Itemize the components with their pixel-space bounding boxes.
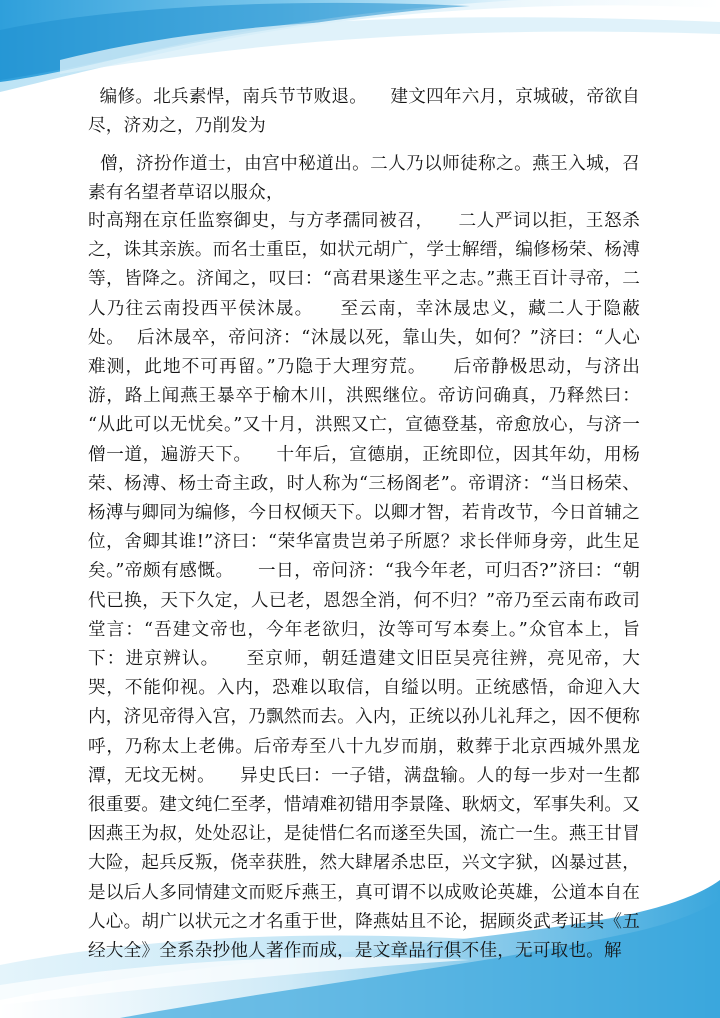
paragraph: 僧，济扮作道士，由宫中秘道出。二人乃以师徒称之。燕王入城，召素有名望者草诏以服众， — [88, 154, 640, 204]
paragraph: 编修。北兵素悍，南兵节节败退。 建文四年六月，京城破，帝欲自尽，济劝之，乃削发为 — [88, 87, 640, 137]
paragraph: 时高翔在京任监察御史，与方孝孺同被召， 二人严词以拒，王怒杀之，诛其亲族。而名士重臣，如状元胡广，学士解缙，编修杨荣、杨溥等，皆降之。济闻之，叹曰：“高君果遂生平之志。”燕王百计寻帝，二人乃往云南投西平侯沐晟。 至云南，幸沐晟忠义，藏二人于隐蔽处。 后沐晟卒，帝问济：“沐晟以死，靠山失，如何？”济曰：“人心难测，此地不可再留。”乃隐于大理穷荒。 后帝静极思动，与济出游，路上闻燕王暴卒于榆木川，洪熙继位。帝访问确真，乃释然曰： “从此可以无忧矣。”又十月，洪熙又亡，宣德登基，帝愈放心，与济一僧一道，遍游天下。 十年后，宣德崩，正统即位，因其年幼，用杨荣、杨溥、杨士奇主政，时人称为“三杨阁老”。帝谓济：“当日杨荣、杨溥与卿同为编修，今日权倾天下。以卿才智，若肯改节，今日首辅之位，舍卿其谁!”济曰：“荣华富贵岂弟子所愿？求长伴师身旁，此生足矣。”帝颇有感慨。 一日，帝问济：“我今年老，可归否?”济曰：“朝代已换，天下久定，人已老，恩怨全消，何不归？”帝乃至云南布政司堂言：“吾建文帝也，今年老欲归，汝等可写本奏上。”众官本上，旨下：进京辨认。 至京师，朝廷遣建文旧臣吴亮往辨，亮见帝，大哭，不能仰视。入内，恐难以取信，自缢以明。正统感悟，命迎入大内，济见帝得入宫，乃飘然而去。入内，正统以孙儿礼拜之，因不便称呼，乃称太上老佛。后帝寿至八十九岁而崩，敕葬于北京西城外黑龙潭，无坟无树。 异史氏曰：一子错，满盘输。人的每一步对一生都很重要。建文纯仁至孝，惜靖难初错用李景隆、耿炳文，军事失利。又因燕王为叔，处处忍让，是徒惜仁名而遂至失国，流亡一生。燕王甘冒大险，起兵反叛，侥幸获胜，然大肆屠杀忠臣，兴文字狱，凶暴过甚，是以后人多同情建文而贬斥燕王，真可谓不以成败论英雄，公道本自在人心。胡广以状元之才名重于世，降燕姑且不论，据顾炎武考证其《五经大全》全系杂抄他人著作而成，是文章品行俱不佳，无可取也。解 — [88, 211, 652, 962]
